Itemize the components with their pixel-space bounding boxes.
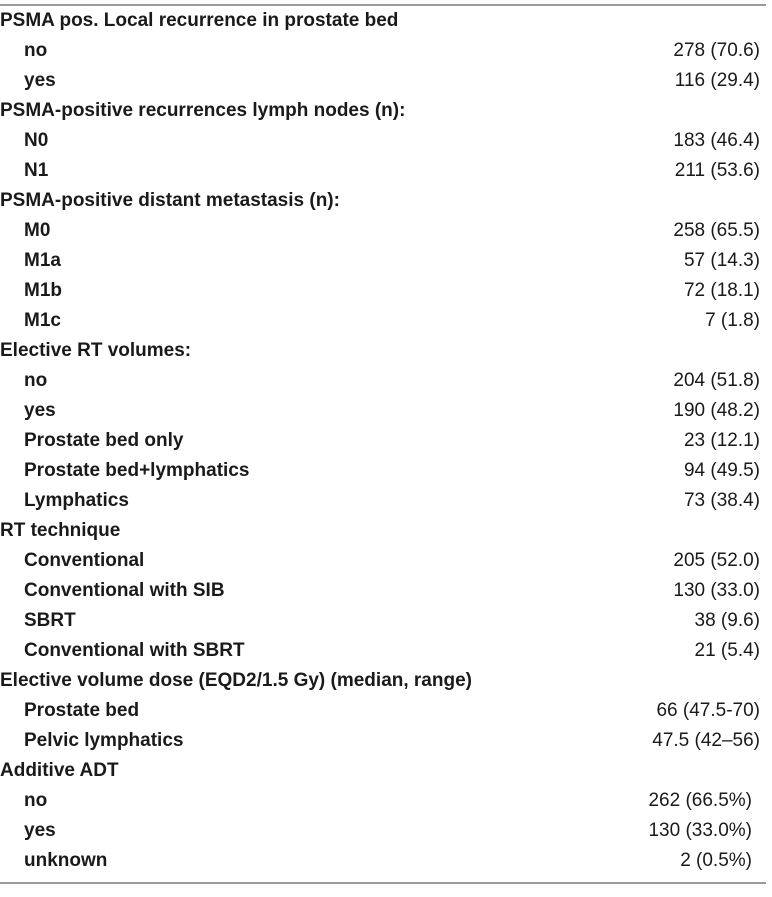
row-value: 130 (33.0%) bbox=[648, 820, 752, 841]
row-value: 190 (48.2) bbox=[673, 400, 760, 421]
table-section-header bbox=[0, 516, 772, 546]
row-value: 204 (51.8) bbox=[673, 370, 760, 391]
table-section-header bbox=[0, 336, 772, 366]
row-value: 258 (65.5) bbox=[673, 220, 760, 241]
section-label: RT technique bbox=[0, 520, 121, 541]
row-label: yes bbox=[24, 820, 56, 841]
row-value: 183 (46.4) bbox=[673, 130, 760, 151]
table-row bbox=[0, 816, 772, 846]
table-row bbox=[0, 576, 772, 606]
section-label: PSMA-positive distant metastasis (n): bbox=[0, 190, 340, 211]
table-row bbox=[0, 126, 772, 156]
row-value: 66 (47.5-70) bbox=[656, 700, 760, 721]
table-row bbox=[0, 36, 772, 66]
row-label: Prostate bed only bbox=[24, 430, 184, 451]
row-value: 94 (49.5) bbox=[683, 460, 760, 481]
table-row bbox=[0, 216, 772, 246]
row-label: no bbox=[24, 790, 48, 811]
section-label: PSMA pos. Local recurrence in prostate bed bbox=[0, 10, 399, 31]
row-value: 262 (66.5%) bbox=[648, 790, 752, 811]
row-label: M1c bbox=[24, 310, 61, 331]
row-value: 57 (14.3) bbox=[683, 250, 760, 271]
table-section-header bbox=[0, 96, 772, 126]
row-label: Lymphatics bbox=[24, 490, 129, 511]
table-row bbox=[0, 696, 772, 726]
row-value: 116 (29.4) bbox=[674, 70, 760, 91]
table-row bbox=[0, 786, 772, 816]
row-label: N1 bbox=[24, 160, 49, 181]
row-value: 38 (9.6) bbox=[694, 610, 760, 631]
row-value: 211 (53.6) bbox=[674, 160, 760, 181]
row-label: M1b bbox=[24, 280, 62, 301]
row-label: Prostate bed bbox=[24, 700, 140, 721]
row-value: 23 (12.1) bbox=[683, 430, 760, 451]
table-row bbox=[0, 366, 772, 396]
table-row bbox=[0, 486, 772, 516]
row-label: no bbox=[24, 370, 48, 391]
table-row bbox=[0, 276, 772, 306]
row-value: 130 (33.0) bbox=[673, 580, 760, 601]
table-section-header bbox=[0, 666, 772, 696]
table-row bbox=[0, 546, 772, 576]
table-row bbox=[0, 606, 772, 636]
row-value: 73 (38.4) bbox=[683, 490, 760, 511]
table-bottom-rule bbox=[0, 882, 766, 884]
row-label: Pelvic lymphatics bbox=[24, 730, 184, 751]
row-value: 21 (5.4) bbox=[694, 640, 760, 661]
section-label: Elective RT volumes: bbox=[0, 340, 192, 361]
table-row bbox=[0, 456, 772, 486]
row-label: Conventional with SIB bbox=[24, 580, 225, 601]
row-label: M0 bbox=[24, 220, 51, 241]
table-row bbox=[0, 726, 772, 756]
row-label: yes bbox=[24, 400, 56, 421]
row-label: yes bbox=[24, 70, 56, 91]
table-row bbox=[0, 636, 772, 666]
row-value: 72 (18.1) bbox=[683, 280, 760, 301]
row-label: no bbox=[24, 40, 48, 61]
row-value: 278 (70.6) bbox=[673, 40, 760, 61]
section-label: Elective volume dose (EQD2/1.5 Gy) (median, range) bbox=[0, 670, 472, 691]
table-body bbox=[0, 6, 772, 876]
row-value: 2 (0.5%) bbox=[680, 850, 752, 871]
table-section-header bbox=[0, 6, 772, 36]
table-row bbox=[0, 66, 772, 96]
section-label: PSMA-positive recurrences lymph nodes (n): bbox=[0, 100, 406, 121]
row-value: 47.5 (42–56) bbox=[652, 730, 760, 751]
row-label: SBRT bbox=[24, 610, 76, 631]
row-value: 205 (52.0) bbox=[673, 550, 760, 571]
table-section-header bbox=[0, 756, 772, 786]
row-label: Conventional bbox=[24, 550, 145, 571]
row-label: unknown bbox=[24, 850, 108, 871]
table-row bbox=[0, 396, 772, 426]
table-row bbox=[0, 846, 772, 876]
table-section-header bbox=[0, 186, 772, 216]
row-label: Prostate bed+lymphatics bbox=[24, 460, 250, 481]
table-row bbox=[0, 306, 772, 336]
row-label: M1a bbox=[24, 250, 61, 271]
row-label: N0 bbox=[24, 130, 49, 151]
table-row bbox=[0, 156, 772, 186]
row-value: 7 (1.8) bbox=[705, 310, 760, 331]
section-label: Additive ADT bbox=[0, 760, 119, 781]
table-row bbox=[0, 246, 772, 276]
row-label: Conventional with SBRT bbox=[24, 640, 245, 661]
table-row bbox=[0, 426, 772, 456]
